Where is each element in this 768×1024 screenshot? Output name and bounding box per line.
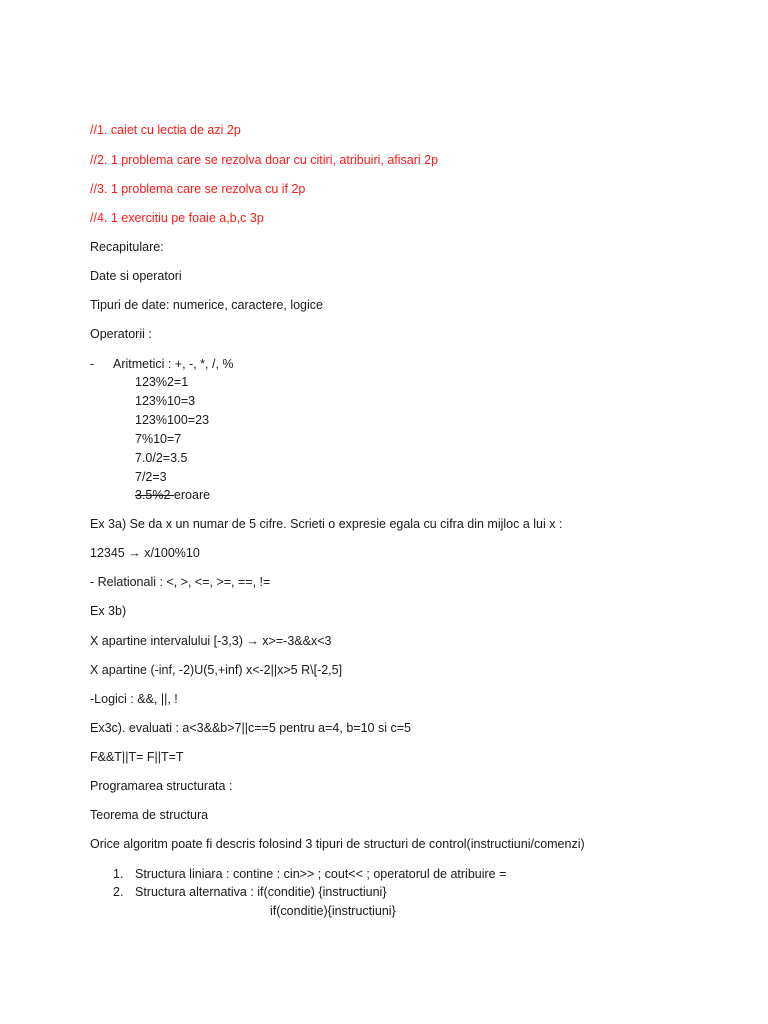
arit-example: 123%100=23: [135, 413, 210, 427]
teorema: Teorema de structura: [90, 808, 209, 822]
operatorii: Operatorii :: [90, 327, 152, 341]
ex3b: Ex 3b): [90, 604, 127, 618]
interval-2: X apartine (-inf, -2)U(5,+inf) x<-2||x>5 R\[-2,5]: [90, 663, 343, 677]
interval-1: X apartine intervalului [-3,3) → x>=-3&&x<3: [90, 634, 332, 648]
arit-example: 7%10=7: [135, 432, 182, 446]
recap-heading: Recapitulare:: [90, 240, 164, 254]
list-number: 2.: [113, 885, 124, 899]
ex3a-answer: 12345 → x/100%10: [90, 546, 200, 560]
if-line: if(conditie){instructiuni}: [270, 904, 396, 918]
arit-example: 123%2=1: [135, 375, 189, 389]
arit-example: 7/2=3: [135, 470, 167, 484]
ex3c-answer: F&&T||T= F||T=T: [90, 750, 184, 764]
error-word: eroare: [173, 488, 211, 502]
arit-example: 7.0/2=3.5: [135, 451, 188, 465]
logici: -Logici : &&, ||, !: [90, 692, 178, 706]
task-4: //4. 1 exercitiu pe foaie a,b,c 3p: [90, 211, 264, 225]
bullet-dash: -: [90, 357, 95, 371]
arit-error-example: [135, 487, 210, 503]
task-3: //3. 1 problema care se rezolva cu if 2p: [90, 182, 306, 196]
orice-algoritm: Orice algoritm poate fi descris folosind 3 tipuri de structuri de control(instructiuni/comenzi): [90, 837, 585, 851]
list-number: 1.: [113, 867, 124, 881]
task-2: //2. 1 problema care se rezolva doar cu citiri, atribuiri, afisari 2p: [90, 153, 439, 167]
ex3c: Ex3c). evaluati : a<3&&b>7||c==5 pentru a=4, b=10 si c=5: [90, 721, 411, 735]
relationali: - Relationali : <, >, <=, >=, ==, !=: [90, 575, 271, 589]
programarea-structurata: Programarea structurata :: [90, 779, 233, 793]
arit-example: 123%10=3: [135, 394, 196, 408]
ex3a: Ex 3a) Se da x un numar de 5 cifre. Scrieti o expresie egala cu cifra din mijloc a lui x :: [90, 517, 563, 531]
list-item: Structura alternativa : if(conditie) {instructiuni}: [135, 885, 387, 899]
list-item: Structura liniara : contine : cin>> ; cout<< ; operatorul de atribuire =: [135, 867, 507, 881]
aritmetici: Aritmetici : +, -, *, /, %: [113, 357, 234, 371]
tipuri-de-date: Tipuri de date: numerice, caractere, logice: [90, 298, 323, 312]
date-operatori: Date si operatori: [90, 269, 182, 283]
struck-expression: 3.5%2: [135, 488, 174, 502]
task-1: //1. caiet cu lectia de azi 2p: [90, 123, 241, 137]
